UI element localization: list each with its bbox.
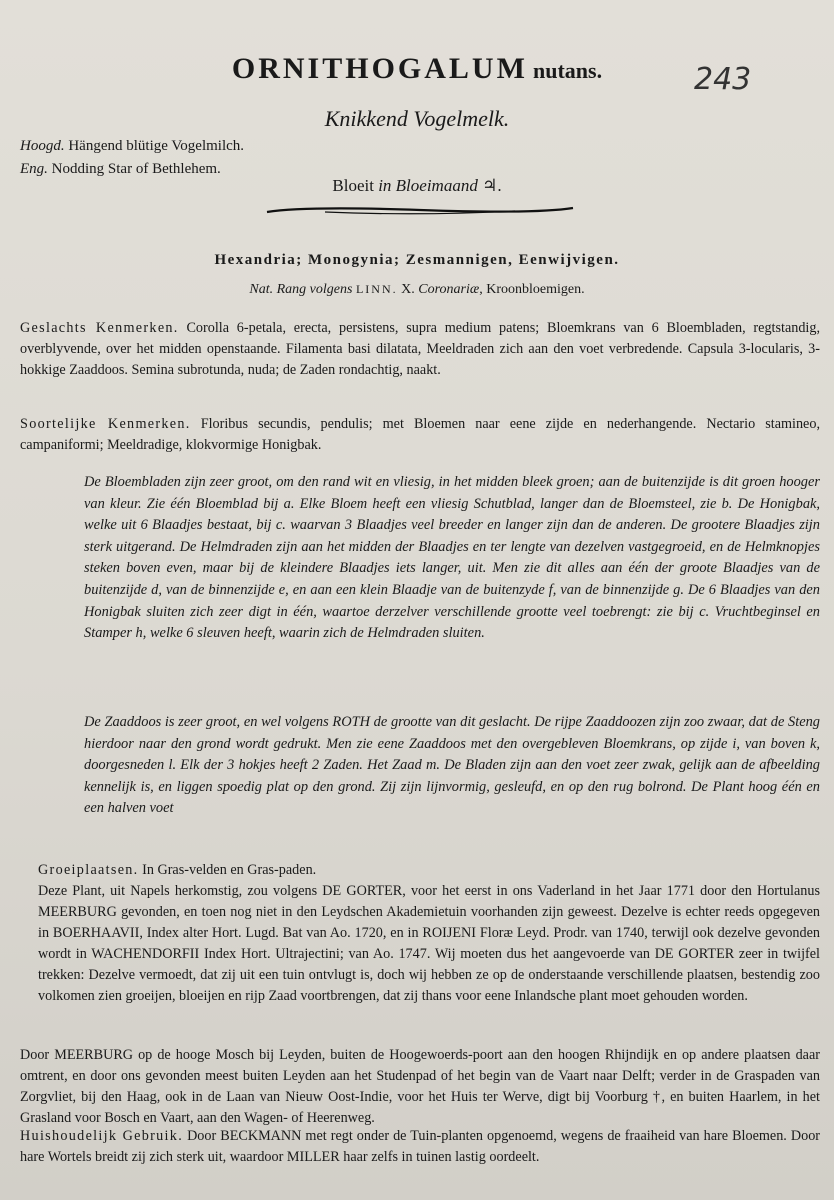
- section-heading: Groeiplaatsen.: [38, 862, 139, 878]
- jupiter-symbol: ♃.: [482, 176, 502, 195]
- section-heading: Geslachts Kenmerken.: [20, 320, 179, 336]
- section-text: Corolla 6-petala, erecta, persistens, supra medium patens; Bloemkrans van 6 Bloembladen, regtstandig, overblyvende, over het midden openstaande. Filamenta basi dilatata, Meeldraden zich aan den voet verbredende. Capsula 3-locularis, 3-hokkige Zaaddoos. Semina subrotunda, nuda; de Zaden rondachtig, naakt.: [20, 320, 821, 378]
- section-heading: Soortelijke Kenmerken.: [20, 416, 191, 432]
- german-name-line: [20, 135, 244, 158]
- common-names: [20, 135, 244, 181]
- section-text: Door BECKMANN met regt onder de Tuin-planten opgenoemd, wegens de fraaiheid van hare Bloemen. Door hare Wortels breidt zij zich sterk uit, waardoor MILLER haar zelfs in tuinen lastig oordeelt.: [20, 1128, 821, 1165]
- genus-characteristics: [20, 318, 820, 381]
- german-name: Hängend blütige Vogelmilch.: [68, 138, 245, 154]
- natural-order: Nat. Rang volgens LINN. X. Coronariæ, Kroonbloemigen.: [249, 282, 585, 297]
- flowering-time: Bloeit in Bloeimaand ♃.: [332, 176, 502, 195]
- german-label: Hoogd.: [20, 138, 65, 154]
- english-name: Nodding Star of Bethlehem.: [51, 161, 221, 177]
- habitat-first-line: Groeiplaatsen. In Gras-velden en Gras-paden.: [38, 862, 317, 878]
- genus-name: ORNITHOGALUM: [231, 52, 528, 85]
- linnaean-class: Hexandria; Monogynia; Zesmannigen, Eenwijvigen.: [214, 252, 620, 268]
- species-characteristics: [20, 414, 820, 456]
- species-name: nutans.: [533, 58, 603, 83]
- flower-description: De Bloembladen zijn zeer groot, om den rand wit en vliesig, in het midden bleek groen; aan de buitenzijde is dit groen hooger van kleur. Zie één Bloemblad bij a. Elke Bloem heeft een vliesig Schutblad, langer dan de Bloemsteel, zie b. De Honigbak, welke uit 6 Blaadjes bestaat, bij c. waarvan 3 Blaadjes veel breeder en langer zijn dan de anderen. De grootere Blaadjes zijn sterk uitgerand. De Helmdraden zijn aan het midden der Blaadjes en ter lengte van dezelven vastgegroeid, en de Helmknopjes steken boven even, maar bij de kleindere Blaadjes iets langer, uit. Men zie dit alles aan één der groote Blaadjes van de buitenzijde d, van de binnenzijde e, en aan een klein Blaadje van de buitenzyde f, van de binnenzijde g. De 6 Blaadjes van den Honigbak sluiten zich zeer digt in één, waartoe derzelver verschillende grootte veel toebrengt: zie bij c. Vruchtbeginsel en Stamper h, welke 6 sleuven heeft, waarin zich de Helmdraden sluiten.: [84, 474, 820, 642]
- page-number: 243: [694, 62, 752, 97]
- english-label: Eng.: [20, 161, 48, 177]
- seed-capsule-description: De Zaaddoos is zeer groot, en wel volgens ROTH de grootte van dit geslacht. De rijpe Zaaddoozen zijn zoo zwaar, dat de Steng hierdoor naar den grond wordt gedrukt. Men zie eene Zaaddoos met den overgebleven Bloemkrans, op zijde i, van boven k, doorgesneden l. Elk der 3 hokjes heeft 2 Zaden. Het Zaad m. De Bladen zijn aan den voet zeer zwak, gelijk aan de afbeelding kennelijk is, en liggen spoedig plat op den grond. Zij zijn lijnvormig, gesleufd, en op den rug bolrond. De Plant hoog één en een halven voet: [84, 714, 820, 817]
- section-text: Deze Plant, uit Napels herkomstig, zou volgens DE GORTER, voor het eerst in ons Vaderland in het Jaar 1771 door den Hortulanus MEERBURG gevonden, en toen nog niet in den Leydschen Akademietuin voorhanden zijn geweest. Dezelve is echter reeds opgegeven in BOERHAAVII, Index alter Hort. Lugd. Bat van Ao. 1720, en in ROIJENI Floræ Leyd. Prodr. van 1740, terwijl ook dezelve gevonden wordt in WACHENDORFII Index Hort. Ultrajectini; van Ao. 1747. Wij moeten dus het aangevoerde van DE GORTER zeer in twijfel trekken: Dezelve vermoedt, dat zij uit een tuin ontvlugt is, doch wij hebben ze op de onderstaande verschillende plaatsen, bestendig zoo volkomen zien groeijen, bloeijen en rijp Zaad voortbrengen, dat zij thans voor eene Inlandsche plant moet gehouden worden.: [38, 883, 820, 1004]
- section-text: Floribus secundis, pendulis; met Bloemen naar eene zijde en nederhangende. Nectario stamineo, campaniformi; Meeldradige, klokvormige Honigbak.: [20, 416, 820, 453]
- habitat-section: [38, 860, 820, 1007]
- decorative-rule: [265, 203, 575, 219]
- section-heading: Huishoudelijk Gebruik.: [20, 1128, 184, 1144]
- household-use: [20, 1126, 820, 1168]
- locations-paragraph: Door MEERBURG op de hooge Mosch bij Leyden, buiten de Hoogewoerds-poort aan den hoogen Rhijndijk en op andere plaatsen daar omtrent, en door ons gevonden meest buiten Leyden aan het Studenpad of het begin van de Vaart naar Delft; verder in de Graspaden van Zorgvliet, bij den Haag, ook in de Laan van Nieuw Oost-Indie, voor het Huis ter Werve, digt bij Voorburg †, en buiten Haarlem, in het Grasland voor Bosch en Vaart, aan den Wagen- of Heerenweg.: [20, 1047, 820, 1126]
- dutch-name: Knikkend Vogelmelk.: [324, 106, 510, 131]
